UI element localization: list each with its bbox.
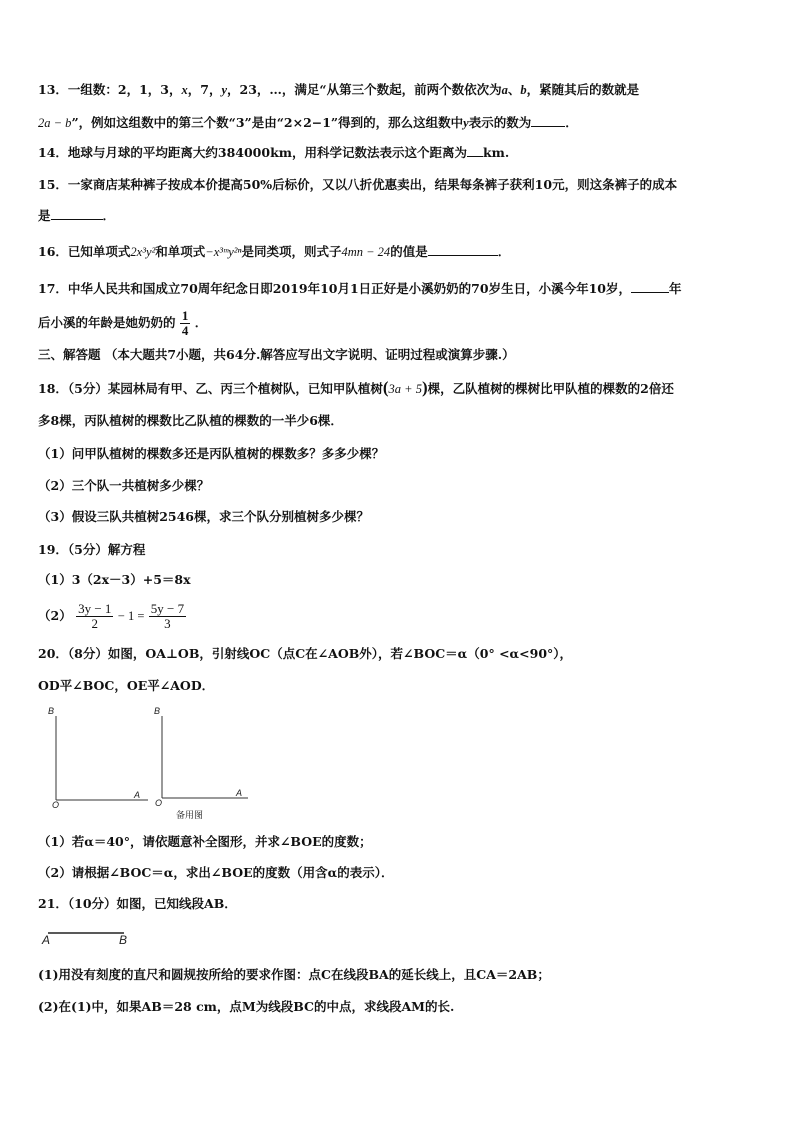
label-a: A [42, 933, 51, 947]
section-heading: 三、解答题 （本大题共7小题，共64分.解答应写出文字说明、证明过程或演算步骤.） [38, 347, 515, 362]
q16: 16．已知单项式2x³y²和单项式−x³ᵐy²ⁿ是同类项，则式子4mn − 24的值是 ． [38, 244, 511, 259]
q17-line2: 后小溪的年龄是她奶奶的 $\frac{1}{4}$ ． [38, 308, 208, 338]
answer-blank [428, 243, 498, 256]
q18-part1: （1）问甲队植树的棵数多还是丙队植树的棵数多？多多少棵？ [38, 446, 385, 461]
figure-segment-ab [40, 927, 136, 951]
fraction-left: $\frac{3y - 1}{2}$ [78, 601, 112, 631]
q18-line2: 多8棵，丙队植树的棵数比乙队植的棵数的一半少6棵． [38, 413, 343, 428]
q19-part1: （1）3（2x－3）+5＝8x [38, 572, 191, 587]
answer-blank [51, 207, 103, 220]
q20-line1: 20．（8分）如图，OA⊥OB，引射线OC（点C在∠AOB外），若∠BOC＝α（0° <α<90°）， [38, 646, 573, 661]
answer-blank [531, 114, 565, 127]
label-a: A [134, 790, 141, 800]
fraction-one-quarter: $\frac{1}{4}$ [181, 308, 189, 338]
q21-part1: (1)用没有刻度的直尺和圆规按所给的要求作图：点C在线段BA的延长线上，且CA＝2AB； [38, 967, 550, 982]
label-b: B [154, 706, 161, 716]
answer-blank [631, 280, 669, 293]
q15-line1: 15．一家商店某种裤子按成本价提高50%后标价，又以八折优惠卖出，结果每条裤子获利10元，则这条裤子的成本 [38, 177, 678, 192]
q20-part1: （1）若α＝40°，请依题意补全图形，并求∠BOE的度数； [38, 834, 372, 849]
figure-caption: 备用图 [176, 811, 204, 821]
spare-right-angle-diagram [150, 704, 250, 812]
answer-blank [467, 144, 483, 157]
fraction-right: $\frac{5y - 7}{3}$ [150, 601, 185, 631]
q19-part2: （2） $\frac{3y - 1}{2}$ − 1 = $\frac{5y - 7}{3}$ [38, 601, 185, 631]
q15-line2: 是 ． [38, 208, 116, 223]
label-o: O [155, 798, 163, 808]
q18-part3: （3）假设三队共植树2546棵，求三个队分别植树多少棵？ [38, 509, 369, 524]
q20-line2: OD平∠BOC，OE平∠AOD． [38, 678, 215, 693]
label-b: B [119, 933, 128, 947]
figure-spare [150, 704, 250, 822]
q13-line2: 2a − b”，例如这组数中的第三个数“3”是由“2×2−1”得到的，那么这组数中y表示的数为 ． [38, 115, 578, 130]
q13-line1: 13．一组数：2，1，3，x，7，y，23，…，满足“从第三个数起，前两个数依次为a、b，紧随其后的数就是 [38, 82, 640, 97]
q18-part2: （2）三个队一共植树多少棵？ [38, 478, 210, 493]
q18-line1: 18．（5分）某园林局有甲、乙、丙三个植树队，已知甲队植树(3a + 5)棵，乙队植树的棵树比甲队植的棵数的2倍还 [38, 378, 674, 397]
label-a: A [236, 788, 243, 798]
label-o: O [52, 800, 60, 810]
q17-line1: 17．中华人民共和国成立70周年纪念日即2019年10月1日正好是小溪奶奶的70岁生日，小溪今年10岁， 年 [38, 281, 682, 296]
figure-right-angle [44, 704, 154, 812]
q19-title: 19．（5分）解方程 [38, 542, 146, 557]
q20-part2: （2）请根据∠BOC＝α，求出∠BOE的度数（用含α的表示）． [38, 865, 394, 880]
label-b: B [48, 706, 55, 716]
q14: 14．地球与月球的平均距离大约384000km，用科学记数法表示这个距离为 km. [38, 145, 510, 160]
q21-part2: (2)在(1)中，如果AB＝28 cm，点M为线段BC的中点，求线段AM的长. [38, 999, 455, 1014]
q21-title: 21．（10分）如图，已知线段AB． [38, 896, 237, 911]
